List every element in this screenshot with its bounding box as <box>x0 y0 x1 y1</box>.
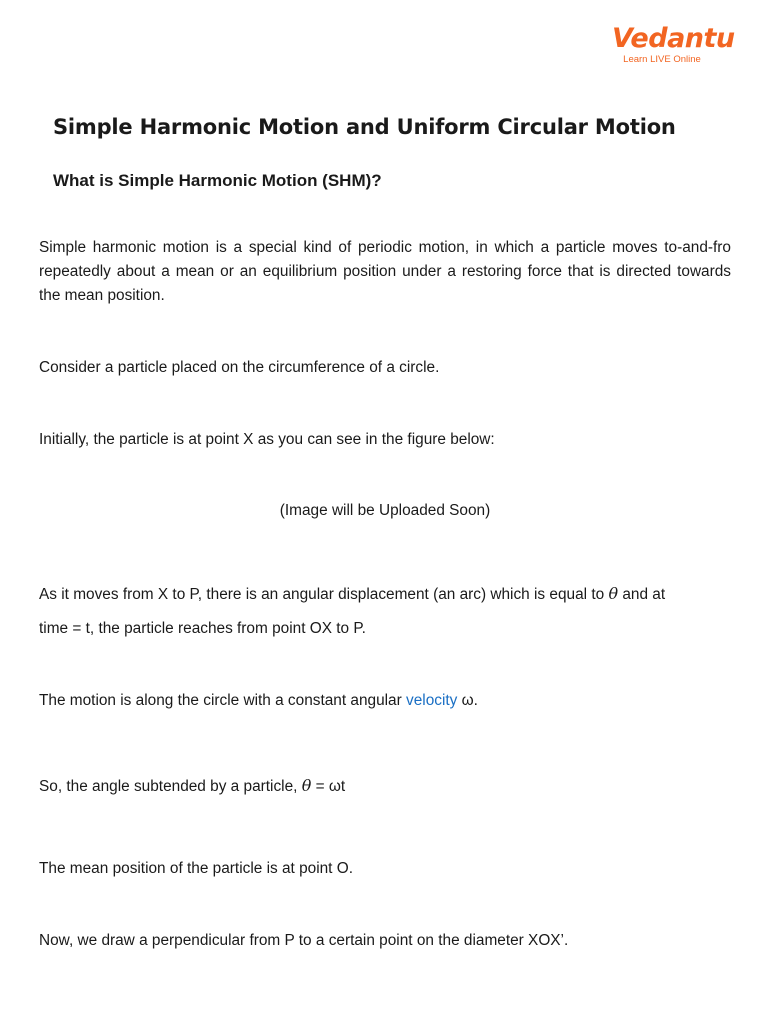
paragraph-shm-definition: Simple harmonic motion is a special kind of periodic motion, in which a particle moves to-and-fro repeatedly about a mean or an equilibrium position under a restoring force that is directed towards the mean position. <box>39 239 731 304</box>
paragraph-consider-particle: Consider a particle placed on the circumference of a circle. <box>39 359 440 376</box>
paragraph-text: and at <box>618 586 666 603</box>
velocity-link[interactable]: velocity <box>406 692 458 709</box>
paragraph-angular-displacement <box>39 582 731 607</box>
page-title: Simple Harmonic Motion and Uniform Circular Motion <box>53 115 676 139</box>
vedantu-logo[interactable] <box>612 23 735 66</box>
logo-tagline: Learn LIVE Online <box>623 54 701 65</box>
paragraph-perpendicular: Now, we draw a perpendicular from P to a certain point on the diameter XOX’. <box>39 932 569 949</box>
paragraph-constant-velocity <box>39 689 731 713</box>
paragraph-text: So, the angle subtended by a particle, <box>39 778 302 795</box>
theta-symbol: θ <box>608 584 619 603</box>
paragraph-initial-position: Initially, the particle is at point X as you can see in the figure below: <box>39 431 495 448</box>
theta-symbol: θ <box>301 776 312 795</box>
logo-wordmark: Vedantu <box>612 23 735 54</box>
paragraph-angle-subtended <box>39 774 731 799</box>
paragraph-time-t: time = t, the particle reaches from point OX to P. <box>39 620 366 637</box>
paragraph-text: The motion is along the circle with a constant angular <box>39 692 407 709</box>
section-heading: What is Simple Harmonic Motion (SHM)? <box>53 171 382 190</box>
paragraph-text: = ωt <box>311 778 346 795</box>
paragraph-text: ω. <box>457 692 478 709</box>
paragraph-mean-position: The mean position of the particle is at point O. <box>39 860 353 877</box>
image-placeholder-text: (Image will be Uploaded Soon) <box>279 502 491 519</box>
paragraph-text: As it moves from X to P, there is an angular displacement (an arc) which is equal to <box>39 586 609 603</box>
